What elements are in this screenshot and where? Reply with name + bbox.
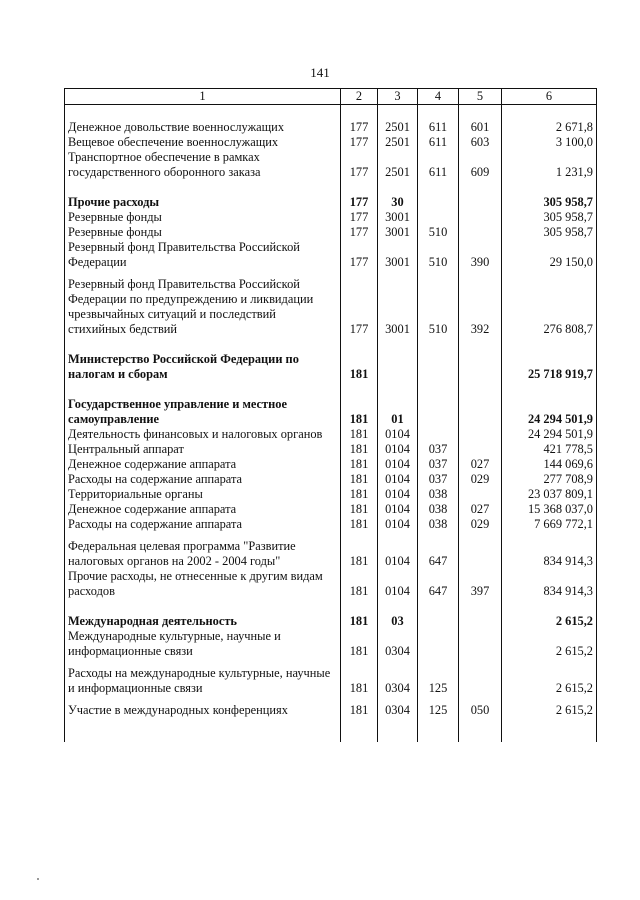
spacer-row	[65, 382, 597, 397]
chapter-code-cell: 181	[341, 487, 378, 502]
spacer-cell	[65, 105, 341, 121]
row-name-cell: Международная деятельность	[65, 614, 341, 629]
spacer-cell	[502, 382, 597, 397]
section-code-cell	[378, 352, 418, 382]
amount-cell: 2 671,8	[502, 120, 597, 135]
row-name-cell: Транспортное обеспечение в рамках государственного оборонного заказа	[65, 150, 341, 180]
target-article-code-cell: 037	[418, 472, 459, 487]
expense-type-code-cell	[459, 397, 502, 427]
spacer-cell	[502, 718, 597, 742]
section-code-cell: 0304	[378, 703, 418, 718]
chapter-code-cell: 181	[341, 427, 378, 442]
chapter-code-cell: 177	[341, 277, 378, 337]
target-article-code-cell	[418, 352, 459, 382]
spacer-cell	[65, 696, 341, 703]
amount-cell: 2 615,2	[502, 629, 597, 659]
target-article-code-cell: 038	[418, 502, 459, 517]
expense-type-code-cell	[459, 352, 502, 382]
column-number-row	[65, 89, 597, 105]
spacer-row	[65, 270, 597, 277]
spacer-cell	[341, 599, 378, 614]
amount-cell: 15 368 037,0	[502, 502, 597, 517]
chapter-code-cell: 181	[341, 397, 378, 427]
spacer-cell	[341, 180, 378, 195]
spacer-cell	[502, 599, 597, 614]
target-article-code-cell: 611	[418, 150, 459, 180]
spacer-cell	[502, 659, 597, 666]
page-number: 141	[310, 65, 330, 80]
section-code-cell: 2501	[378, 135, 418, 150]
row-name-cell: Вещевое обеспечение военнослужащих	[65, 135, 341, 150]
amount-cell: 277 708,9	[502, 472, 597, 487]
chapter-code-cell: 181	[341, 666, 378, 696]
spacer-cell	[459, 382, 502, 397]
spacer-cell	[65, 382, 341, 397]
spacer-cell	[418, 337, 459, 352]
table-row	[65, 614, 597, 629]
row-name-cell: Резервный фонд Правительства Российской Федерации по предупреждению и ликвидации чрезвычайных ситуаций и последствий стихийных бедствий	[65, 277, 341, 337]
expense-type-code-cell	[459, 539, 502, 569]
expense-type-code-cell: 050	[459, 703, 502, 718]
row-name-cell: Расходы на международные культурные, научные и информационные связи	[65, 666, 341, 696]
spacer-cell	[378, 696, 418, 703]
row-name-cell: Международные культурные, научные и информационные связи	[65, 629, 341, 659]
row-name-cell: Денежное содержание аппарата	[65, 502, 341, 517]
spacer-cell	[502, 270, 597, 277]
spacer-cell	[65, 599, 341, 614]
chapter-code-cell: 177	[341, 240, 378, 270]
amount-cell: 2 615,2	[502, 666, 597, 696]
chapter-code-cell: 181	[341, 569, 378, 599]
expense-type-code-cell: 609	[459, 150, 502, 180]
chapter-code-cell: 177	[341, 195, 378, 210]
spacer-cell	[418, 659, 459, 666]
amount-cell: 3 100,0	[502, 135, 597, 150]
scan-speck	[37, 878, 39, 880]
column-header: 3	[378, 89, 418, 105]
table-row	[65, 457, 597, 472]
chapter-code-cell: 177	[341, 225, 378, 240]
target-article-code-cell	[418, 614, 459, 629]
spacer-cell	[378, 599, 418, 614]
section-code-cell: 3001	[378, 240, 418, 270]
section-code-cell: 0304	[378, 666, 418, 696]
expense-type-code-cell: 027	[459, 457, 502, 472]
expense-type-code-cell	[459, 666, 502, 696]
amount-cell: 7 669 772,1	[502, 517, 597, 532]
table-row	[65, 666, 597, 696]
section-code-cell: 0104	[378, 442, 418, 457]
chapter-code-cell: 181	[341, 502, 378, 517]
spacer-row	[65, 180, 597, 195]
column-header: 6	[502, 89, 597, 105]
target-article-code-cell	[418, 397, 459, 427]
spacer-cell	[65, 337, 341, 352]
section-code-cell: 3001	[378, 225, 418, 240]
spacer-cell	[65, 180, 341, 195]
expense-type-code-cell: 027	[459, 502, 502, 517]
chapter-code-cell: 181	[341, 629, 378, 659]
row-name-cell: Территориальные органы	[65, 487, 341, 502]
section-code-cell: 03	[378, 614, 418, 629]
row-name-cell: Расходы на содержание аппарата	[65, 517, 341, 532]
section-code-cell: 2501	[378, 150, 418, 180]
amount-cell: 2 615,2	[502, 703, 597, 718]
spacer-cell	[418, 180, 459, 195]
amount-cell: 24 294 501,9	[502, 427, 597, 442]
column-header: 4	[418, 89, 459, 105]
table-body	[65, 105, 597, 743]
table-row	[65, 352, 597, 382]
expense-type-code-cell	[459, 487, 502, 502]
table-row	[65, 427, 597, 442]
spacer-cell	[459, 599, 502, 614]
spacer-cell	[341, 270, 378, 277]
table-row	[65, 397, 597, 427]
column-header: 1	[65, 89, 341, 105]
row-name-cell: Участие в международных конференциях	[65, 703, 341, 718]
spacer-cell	[341, 718, 378, 742]
target-article-code-cell: 647	[418, 569, 459, 599]
table-row	[65, 569, 597, 599]
section-code-cell: 0304	[378, 629, 418, 659]
chapter-code-cell: 181	[341, 457, 378, 472]
table-row	[65, 240, 597, 270]
spacer-cell	[459, 532, 502, 539]
row-name-cell: Государственное управление и местное самоуправление	[65, 397, 341, 427]
expense-type-code-cell	[459, 195, 502, 210]
spacer-cell	[418, 718, 459, 742]
spacer-cell	[418, 599, 459, 614]
spacer-cell	[341, 337, 378, 352]
chapter-code-cell: 177	[341, 120, 378, 135]
spacer-cell	[418, 105, 459, 121]
row-name-cell: Деятельность финансовых и налоговых органов	[65, 427, 341, 442]
target-article-code-cell	[418, 210, 459, 225]
expense-type-code-cell	[459, 225, 502, 240]
section-code-cell: 01	[378, 397, 418, 427]
target-article-code-cell: 611	[418, 135, 459, 150]
target-article-code-cell	[418, 195, 459, 210]
spacer-cell	[378, 718, 418, 742]
chapter-code-cell: 177	[341, 210, 378, 225]
expense-type-code-cell: 390	[459, 240, 502, 270]
row-name-cell: Резервные фонды	[65, 210, 341, 225]
target-article-code-cell: 647	[418, 539, 459, 569]
expense-type-code-cell: 392	[459, 277, 502, 337]
table-row	[65, 225, 597, 240]
spacer-cell	[378, 382, 418, 397]
spacer-cell	[378, 180, 418, 195]
table-row	[65, 517, 597, 532]
section-code-cell: 2501	[378, 120, 418, 135]
target-article-code-cell: 510	[418, 240, 459, 270]
amount-cell: 834 914,3	[502, 539, 597, 569]
target-article-code-cell: 038	[418, 487, 459, 502]
expense-type-code-cell: 603	[459, 135, 502, 150]
spacer-cell	[65, 532, 341, 539]
row-name-cell: Федеральная целевая программа "Развитие налоговых органов на 2002 - 2004 годы"	[65, 539, 341, 569]
spacer-cell	[341, 105, 378, 121]
row-name-cell: Прочие расходы	[65, 195, 341, 210]
row-name-cell: Денежное содержание аппарата	[65, 457, 341, 472]
target-article-code-cell: 037	[418, 442, 459, 457]
amount-cell: 421 778,5	[502, 442, 597, 457]
amount-cell: 834 914,3	[502, 569, 597, 599]
spacer-cell	[459, 270, 502, 277]
table-row	[65, 487, 597, 502]
table-row	[65, 120, 597, 135]
table-row	[65, 195, 597, 210]
spacer-cell	[378, 659, 418, 666]
section-code-cell: 0104	[378, 539, 418, 569]
row-name-cell: Министерство Российской Федерации по налогам и сборам	[65, 352, 341, 382]
expense-type-code-cell	[459, 210, 502, 225]
chapter-code-cell: 177	[341, 135, 378, 150]
section-code-cell: 3001	[378, 277, 418, 337]
table-row	[65, 277, 597, 337]
spacer-row	[65, 696, 597, 703]
spacer-cell	[459, 718, 502, 742]
chapter-code-cell: 181	[341, 472, 378, 487]
chapter-code-cell: 181	[341, 442, 378, 457]
expense-type-code-cell	[459, 442, 502, 457]
target-article-code-cell: 125	[418, 703, 459, 718]
chapter-code-cell: 181	[341, 517, 378, 532]
target-article-code-cell: 037	[418, 457, 459, 472]
spacer-cell	[65, 659, 341, 666]
target-article-code-cell: 125	[418, 666, 459, 696]
chapter-code-cell: 177	[341, 150, 378, 180]
spacer-cell	[378, 105, 418, 121]
section-code-cell: 3001	[378, 210, 418, 225]
budget-table	[64, 88, 597, 742]
section-code-cell: 0104	[378, 427, 418, 442]
amount-cell: 305 958,7	[502, 225, 597, 240]
row-name-cell: Прочие расходы, не отнесенные к другим видам расходов	[65, 569, 341, 599]
amount-cell: 29 150,0	[502, 240, 597, 270]
spacer-cell	[502, 180, 597, 195]
spacer-cell	[341, 696, 378, 703]
table-row	[65, 135, 597, 150]
spacer-cell	[502, 337, 597, 352]
amount-cell: 305 958,7	[502, 195, 597, 210]
spacer-cell	[502, 696, 597, 703]
spacer-cell	[378, 532, 418, 539]
spacer-cell	[502, 532, 597, 539]
expense-type-code-cell: 601	[459, 120, 502, 135]
table-row	[65, 150, 597, 180]
spacer-cell	[418, 382, 459, 397]
table-row	[65, 703, 597, 718]
spacer-row	[65, 532, 597, 539]
spacer-row	[65, 337, 597, 352]
chapter-code-cell: 181	[341, 352, 378, 382]
row-name-cell: Денежное довольствие военнослужащих	[65, 120, 341, 135]
expense-type-code-cell: 029	[459, 517, 502, 532]
spacer-cell	[459, 105, 502, 121]
spacer-cell	[341, 382, 378, 397]
spacer-cell	[459, 696, 502, 703]
spacer-cell	[459, 180, 502, 195]
amount-cell: 305 958,7	[502, 210, 597, 225]
spacer-row	[65, 718, 597, 742]
spacer-cell	[378, 270, 418, 277]
amount-cell: 25 718 919,7	[502, 352, 597, 382]
amount-cell: 1 231,9	[502, 150, 597, 180]
spacer-cell	[378, 337, 418, 352]
target-article-code-cell: 038	[418, 517, 459, 532]
row-name-cell: Резервные фонды	[65, 225, 341, 240]
section-code-cell: 30	[378, 195, 418, 210]
spacer-cell	[459, 659, 502, 666]
chapter-code-cell: 181	[341, 614, 378, 629]
section-code-cell: 0104	[378, 569, 418, 599]
spacer-cell	[341, 659, 378, 666]
table-row	[65, 502, 597, 517]
section-code-cell: 0104	[378, 502, 418, 517]
amount-cell: 144 069,6	[502, 457, 597, 472]
amount-cell: 2 615,2	[502, 614, 597, 629]
row-name-cell: Резервный фонд Правительства Российской Федерации	[65, 240, 341, 270]
chapter-code-cell: 181	[341, 539, 378, 569]
section-code-cell: 0104	[378, 517, 418, 532]
table-row	[65, 210, 597, 225]
expense-type-code-cell: 029	[459, 472, 502, 487]
table-row	[65, 472, 597, 487]
target-article-code-cell: 510	[418, 277, 459, 337]
expense-type-code-cell: 397	[459, 569, 502, 599]
spacer-cell	[65, 270, 341, 277]
target-article-code-cell: 510	[418, 225, 459, 240]
section-code-cell: 0104	[378, 487, 418, 502]
column-header: 5	[459, 89, 502, 105]
amount-cell: 24 294 501,9	[502, 397, 597, 427]
spacer-row	[65, 599, 597, 614]
target-article-code-cell	[418, 427, 459, 442]
spacer-cell	[418, 696, 459, 703]
target-article-code-cell	[418, 629, 459, 659]
spacer-cell	[65, 718, 341, 742]
target-article-code-cell: 611	[418, 120, 459, 135]
chapter-code-cell: 181	[341, 703, 378, 718]
spacer-cell	[418, 270, 459, 277]
spacer-cell	[502, 105, 597, 121]
section-code-cell: 0104	[378, 457, 418, 472]
expense-type-code-cell	[459, 427, 502, 442]
spacer-row	[65, 659, 597, 666]
expense-type-code-cell	[459, 629, 502, 659]
table-row	[65, 539, 597, 569]
spacer-row	[65, 105, 597, 121]
spacer-cell	[418, 532, 459, 539]
expense-type-code-cell	[459, 614, 502, 629]
row-name-cell: Центральный аппарат	[65, 442, 341, 457]
section-code-cell: 0104	[378, 472, 418, 487]
amount-cell: 23 037 809,1	[502, 487, 597, 502]
spacer-cell	[459, 337, 502, 352]
column-header: 2	[341, 89, 378, 105]
table-row	[65, 442, 597, 457]
table-row	[65, 629, 597, 659]
row-name-cell: Расходы на содержание аппарата	[65, 472, 341, 487]
spacer-cell	[341, 532, 378, 539]
amount-cell: 276 808,7	[502, 277, 597, 337]
